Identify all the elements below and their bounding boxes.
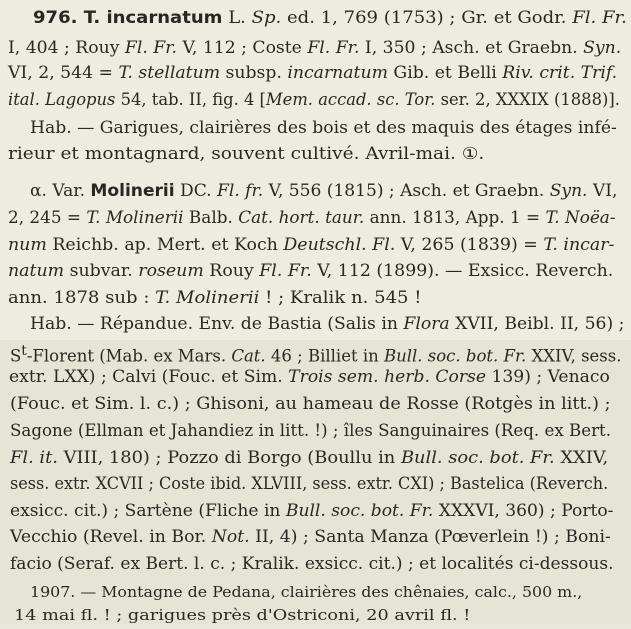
text-line: $S^t$-Florent (Mab. ex Mars. Cat. 46 ; Billiet in Bull. soc. bot. Fr. XXIV, sess. <box>10 343 622 366</box>
text-line: Hab. — Répandue. Env. de Bastia (Salis in Flora XVII, Beibl. II, 56) ; <box>30 314 625 333</box>
text-line: Fl. it. VIII, 180) ; Pozzo di Borgo (Boullu in Bull. soc. bot. Fr. XXIV, <box>10 448 609 467</box>
text-line: facio (Seraf. ex Bert. l. c. ; Kralik. exsicc. cit.) ; et localités ci-dessous. <box>10 554 614 573</box>
text-line: exsicc. cit.) ; Sartène (Fliche in Bull. soc. bot. Fr. XXXVI, 360) ; Porto- <box>10 501 614 520</box>
text-line: num Reichb. ap. Mert. et Koch Deutschl. Fl. V, 265 (1839) = T. incar- <box>8 235 615 254</box>
text-line: sess. extr. XCVII ; Coste ibid. XLVIII, sess. extr. CXI) ; Bastelica (Reverch. <box>10 474 609 493</box>
text-line: Vecchio (Revel. in Bor. Not. II, 4) ; Santa Manza (Pœverlein !) ; Boni- <box>10 527 611 546</box>
text-line: ann. 1878 sub : T. Molinerii ! ; Kralik n. 545 ! <box>8 288 422 307</box>
text-line: Hab. — Garigues, clairières des bois et des maquis des étages infé- <box>30 118 617 137</box>
text-line: Sagone (Ellman et Jahandiez in litt. !) ; îles Sanguinaires (Req. ex Bert. <box>10 421 612 440</box>
text-line: 14 mai fl. ! ; garigues près d'Ostriconi, 20 avril fl. ! <box>14 607 471 624</box>
text-line: natum subvar. roseum Rouy Fl. Fr. V, 112 (1899). — Exsicc. Reverch. <box>8 261 614 280</box>
text-line: extr. LXX) ; Calvi (Fouc. et Sim. Trois sem. herb. Corse 139) ; Venaco <box>9 367 610 386</box>
text-line: VI, 2, 544 = T. stellatum subsp. incarnatum Gib. et Belli Riv. crit. Trif. <box>8 63 618 82</box>
text-line: 2, 245 = T. Molinerii Balb. Cat. hort. taur. ann. 1813, App. 1 = T. Noëa- <box>8 208 616 227</box>
text-line: ital. Lagopus 54, tab. II, fig. 4 [Mem. accad. sc. Tor. ser. 2, XXXIX (1888)]. <box>8 90 620 109</box>
text-line: rieur et montagnard, souvent cultivé. Avril-mai. ①. <box>8 144 485 163</box>
text-line: (Fouc. et Sim. l. c.) ; Ghisoni, au hameau de Rosse (Rotgès in litt.) ; <box>10 394 611 413</box>
text-line: α. Var. Molinerii DC. Fl. fr. V, 556 (1815) ; Asch. et Graebn. Syn. VI, <box>30 181 618 200</box>
text-line: 976. T. incarnatum L. Sp. ed. 1, 769 (1753) ; Gr. et Godr. Fl. Fr. <box>33 8 627 27</box>
text-line: I, 404 ; Rouy Fl. Fr. V, 112 ; Coste Fl. Fr. I, 350 ; Asch. et Graebn. Syn. <box>8 38 622 57</box>
text-line: 1907. — Montagne de Pedana, clairières des chênaies, calc., 500 m., <box>30 584 583 601</box>
